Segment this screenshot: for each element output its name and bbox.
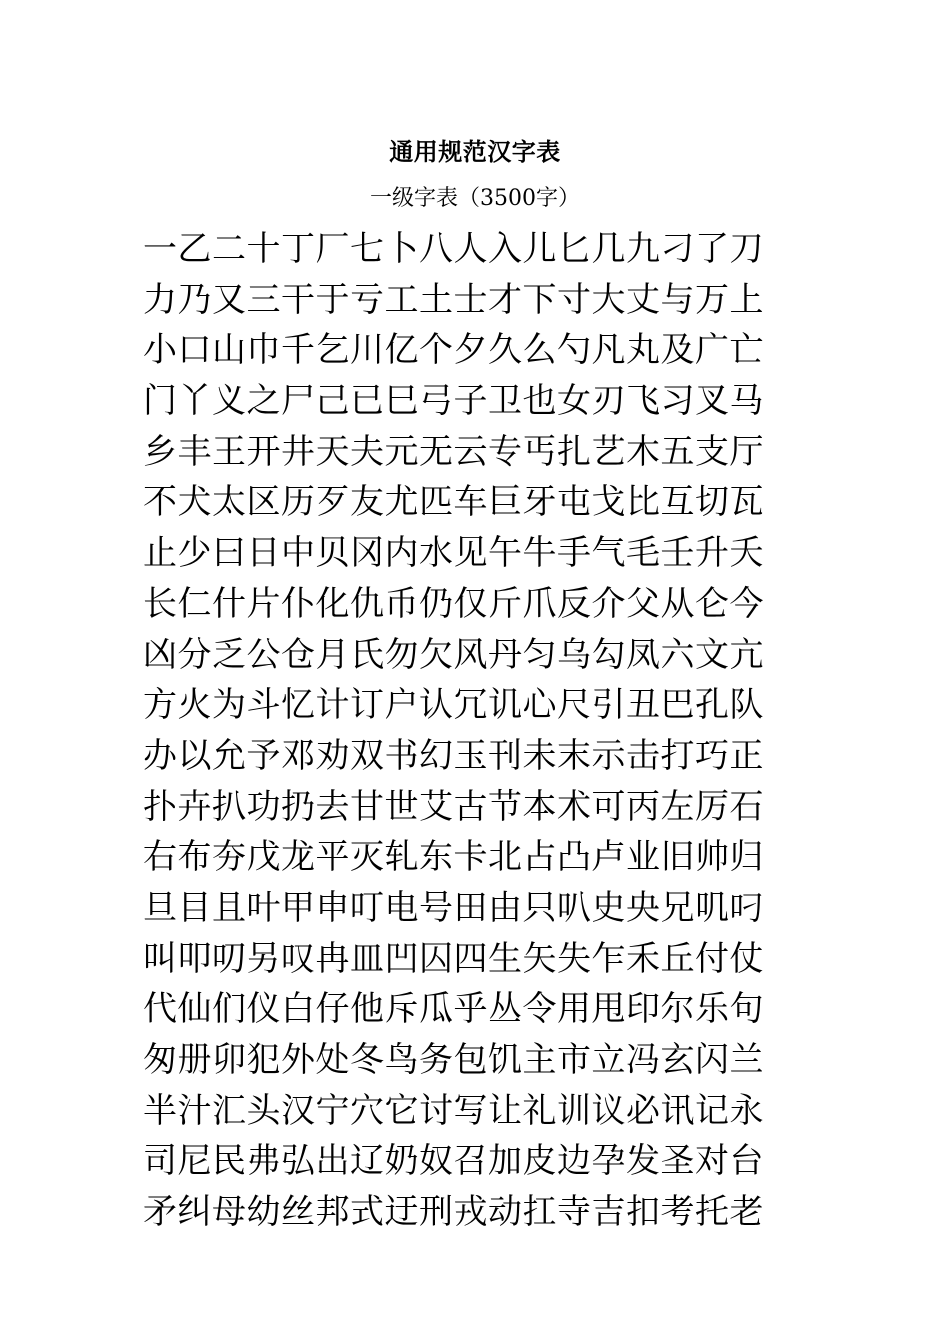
character-line: 小口山巾千乞川亿个夕久么勺凡丸及广亡 <box>143 330 764 371</box>
character-line: 矛纠母幼丝邦式迂刑戎动扛寺吉扣考托老 <box>143 1192 764 1233</box>
character-line: 右布夯戊龙平灭轧东卡北占凸卢业旧帅归 <box>143 837 764 878</box>
character-line: 止少曰日中贝冈内水见午牛手气毛壬升夭 <box>143 533 764 574</box>
character-line: 叫叩叨另叹冉皿凹囚四生矢失乍禾丘付仗 <box>143 938 764 979</box>
character-table <box>143 224 813 1238</box>
character-line: 力乃又三干于亏工土士才下寸大丈与万上 <box>143 279 764 320</box>
character-line: 司尼民弗弘出辽奶奴召加皮边孕发圣对台 <box>143 1141 764 1182</box>
character-line: 代仙们仪白仔他斥瓜乎丛令用甩印尔乐句 <box>143 989 764 1030</box>
character-line: 乡丰王开井天夫元无云专丐扎艺木五支厅 <box>143 431 764 472</box>
document-subtitle: 一级字表（3500字） <box>370 186 580 211</box>
character-line: 长仁什片仆化仇币仍仅斤爪反介父从仑今 <box>143 583 764 624</box>
character-line: 匆册卯犯外处冬鸟务包饥主市立冯玄闪兰 <box>143 1040 764 1080</box>
character-line: 凶分乏公仓月氏勿欠风丹匀乌勾凤六文亢 <box>143 634 764 675</box>
character-line: 旦目且叶甲申叮电号田由只叭史央兄叽叼 <box>143 887 764 928</box>
document-title: 通用规范汉字表 <box>389 137 561 166</box>
character-line: 一乙二十丁厂七卜八人入儿匕几九刁了刀 <box>143 229 764 269</box>
character-line: 方火为斗忆计订户认冗讥心尺引丑巴孔队 <box>143 685 764 726</box>
character-line: 扑卉扒功扔去甘世艾古节本术可丙左厉石 <box>143 786 764 827</box>
character-line: 办以允予邓劝双书幻玉刊未末示击打巧正 <box>143 735 764 776</box>
character-line: 半汁汇头汉宁穴它讨写让礼训议必讯记永 <box>143 1090 764 1131</box>
character-line: 门丫义之尸己已巳弓子卫也女刃飞习叉马 <box>143 381 764 422</box>
character-line: 不犬太区历歹友尤匹车巨牙屯戈比互切瓦 <box>143 482 764 523</box>
